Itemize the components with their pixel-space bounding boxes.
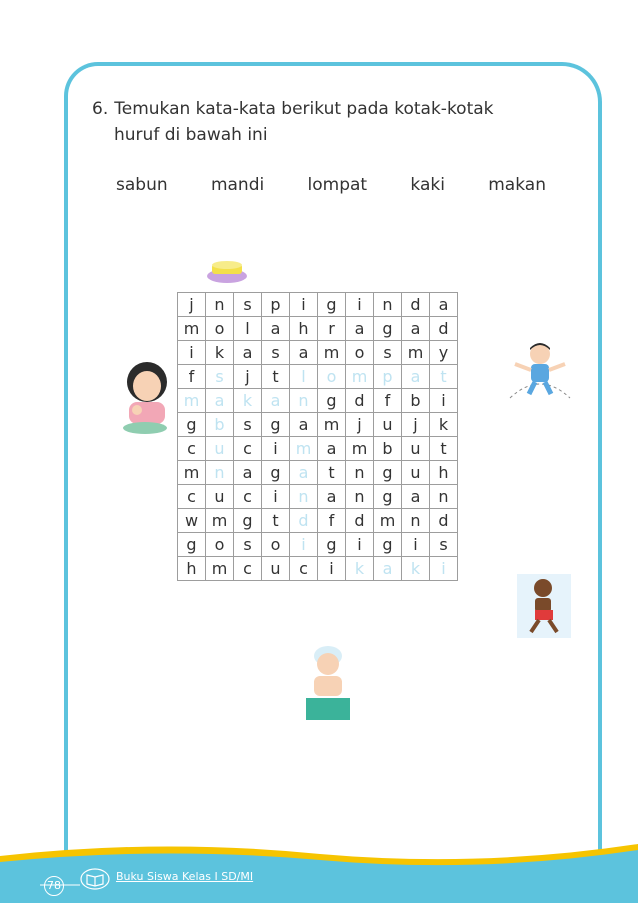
grid-cell: c [290,557,318,581]
girl-eating-icon [115,358,177,438]
grid-cell: g [178,413,206,437]
grid-cell: c [234,437,262,461]
grid-cell: k [430,413,458,437]
grid-cell: i [346,533,374,557]
grid-cell: s [430,533,458,557]
grid-cell: a [318,485,346,509]
grid-row [178,437,458,461]
instruction [92,96,494,148]
grid-cell: g [374,485,402,509]
grid-cell: g [374,317,402,341]
grid-cell: n [374,293,402,317]
grid-cell: t [430,437,458,461]
grid-cell: w [178,509,206,533]
grid-cell: h [178,557,206,581]
grid-cell: m [318,341,346,365]
grid-cell: o [346,341,374,365]
grid-cell: n [346,485,374,509]
grid-cell: s [262,341,290,365]
grid-cell: g [178,533,206,557]
grid-cell: f [374,389,402,413]
grid-cell: a [206,389,234,413]
grid-cell: a [290,413,318,437]
grid-cell: l [290,365,318,389]
grid-cell: s [374,341,402,365]
grid-cell: k [346,557,374,581]
grid-cell: m [402,341,430,365]
grid-cell: u [262,557,290,581]
grid-cell: c [234,557,262,581]
grid-cell: m [178,317,206,341]
grid-cell: o [318,365,346,389]
grid-cell: g [262,461,290,485]
grid-cell: r [318,317,346,341]
grid-cell: d [430,509,458,533]
grid-cell: m [206,509,234,533]
grid-cell: j [346,413,374,437]
grid-cell: c [178,437,206,461]
grid-cell: u [402,437,430,461]
grid-cell: p [262,293,290,317]
grid-cell: a [262,317,290,341]
jumping-boy-icon [505,340,575,404]
grid-cell: o [262,533,290,557]
word-item: lompat [307,175,368,195]
grid-cell: j [402,413,430,437]
grid-cell: i [346,293,374,317]
grid-cell: g [374,533,402,557]
grid-cell: a [402,485,430,509]
grid-row [178,293,458,317]
grid-cell: p [374,365,402,389]
grid-cell: t [262,365,290,389]
instruction-line-1: Temukan kata-kata berikut pada kotak-kotak [114,99,494,119]
grid-cell: a [430,293,458,317]
grid-cell: a [234,341,262,365]
grid-row [178,317,458,341]
grid-cell: h [430,461,458,485]
grid-cell: i [262,437,290,461]
grid-cell: n [206,293,234,317]
grid-cell: d [346,389,374,413]
grid-cell: u [206,485,234,509]
grid-cell: i [178,341,206,365]
grid-cell: a [374,557,402,581]
grid-cell: u [374,413,402,437]
grid-row [178,461,458,485]
grid-cell: u [402,461,430,485]
grid-row [178,389,458,413]
grid-cell: m [178,389,206,413]
grid-cell: u [206,437,234,461]
book-icon [80,868,110,890]
grid-cell: t [430,365,458,389]
grid-cell: d [290,509,318,533]
grid-cell: g [318,533,346,557]
grid-row [178,485,458,509]
grid-cell: o [206,317,234,341]
word-item: sabun [116,175,168,195]
grid-cell: k [234,389,262,413]
word-item: makan [488,175,546,195]
grid-cell: k [402,557,430,581]
grid-cell: b [206,413,234,437]
grid-cell: m [318,413,346,437]
grid-cell: l [234,317,262,341]
grid-cell: g [234,509,262,533]
grid-cell: i [318,557,346,581]
grid-cell: i [262,485,290,509]
grid-cell: c [234,485,262,509]
grid-cell: f [318,509,346,533]
grid-cell: g [318,389,346,413]
grid-cell: n [402,509,430,533]
grid-cell: t [318,461,346,485]
page-number: 78 [44,876,64,896]
grid-cell: i [402,533,430,557]
soap-dish-icon [204,256,250,286]
grid-cell: d [430,317,458,341]
grid-row [178,533,458,557]
grid-cell: a [318,437,346,461]
grid-cell: a [346,317,374,341]
grid-cell: y [430,341,458,365]
grid-cell: j [234,365,262,389]
grid-cell: n [346,461,374,485]
grid-cell: n [430,485,458,509]
grid-cell: a [290,461,318,485]
grid-cell: m [178,461,206,485]
grid-cell: c [178,485,206,509]
grid-cell: f [178,365,206,389]
grid-cell: m [346,437,374,461]
grid-cell: g [262,413,290,437]
grid-cell: m [290,437,318,461]
grid-cell: a [402,365,430,389]
word-search-grid [177,292,458,581]
grid-cell: g [318,293,346,317]
grid-cell: a [234,461,262,485]
grid-cell: a [262,389,290,413]
grid-cell: s [234,413,262,437]
grid-cell: m [206,557,234,581]
grid-cell: n [290,389,318,413]
grid-cell: i [290,533,318,557]
grid-row [178,557,458,581]
grid-cell: i [430,389,458,413]
grid-cell: a [290,341,318,365]
grid-cell: d [346,509,374,533]
grid-cell: d [402,293,430,317]
instruction-line-2: huruf di bawah ini [114,125,268,145]
grid-row [178,365,458,389]
grid-cell: m [346,365,374,389]
grid-cell: n [290,485,318,509]
instruction-number: 6. [92,99,109,119]
grid-cell: a [402,317,430,341]
running-boy-icon [517,574,571,638]
word-item: kaki [410,175,445,195]
grid-row [178,341,458,365]
grid-cell: o [206,533,234,557]
grid-cell: g [374,461,402,485]
grid-cell: j [178,293,206,317]
grid-cell: i [290,293,318,317]
grid-cell: i [430,557,458,581]
grid-row [178,509,458,533]
grid-cell: h [290,317,318,341]
grid-cell: b [374,437,402,461]
grid-cell: n [206,461,234,485]
grid-cell: m [374,509,402,533]
book-title: Buku Siswa Kelas I SD/MI [116,870,254,883]
word-item: mandi [210,175,265,195]
grid-cell: s [206,365,234,389]
word-list [116,175,546,195]
grid-cell: t [262,509,290,533]
grid-cell: s [234,533,262,557]
grid-cell: s [234,293,262,317]
boy-washing-hair-icon [300,640,356,722]
grid-cell: b [402,389,430,413]
grid-cell: k [206,341,234,365]
grid-row [178,413,458,437]
